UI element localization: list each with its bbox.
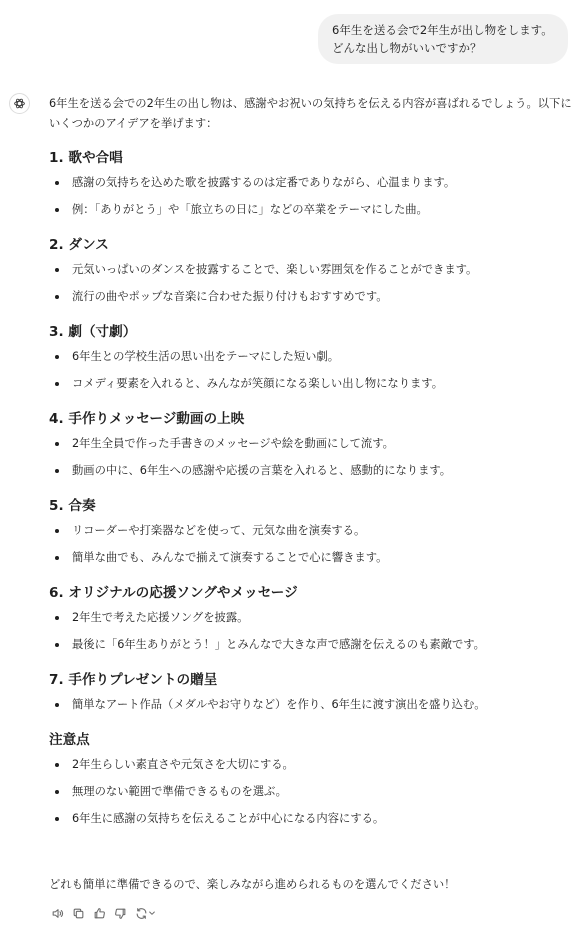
openai-logo-icon [13,97,26,110]
section-video [49,409,577,479]
section-heading: 6. オリジナルの応援ソングやメッセージ [49,585,298,601]
regenerate-button[interactable] [133,905,157,921]
list-item: リコーダーや打楽器などを使って、元気な曲を演奏する。 [49,522,577,539]
list-item: 例：「ありがとう」や「旅立ちの日に」などの卒業をテーマにした曲。 [49,201,577,218]
user-message-line: どんな出し物がいいですか？ [332,41,482,55]
bad-response-button[interactable] [112,905,128,921]
response-closing: どれも簡単に準備できるので、楽しみながら進められるものを選んでください！ [49,878,456,891]
thumbs-down-icon [114,907,127,920]
list-item: コメディ要素を入れると、みんなが笑顔になる楽しい出し物になります。 [49,375,577,392]
message-actions [49,905,157,921]
section-ensemble [49,496,577,566]
list-item: 6年生との学校生活の思い出をテーマにした短い劇。 [49,348,577,365]
list-item: 2年生らしい素直さや元気さを大切にする。 [49,756,577,773]
list-item: 2年生で考えた応援ソングを披露。 [49,609,577,626]
read-aloud-button[interactable] [49,905,65,921]
section-heading: 5. 合奏 [49,498,96,514]
section-heading: 注意点 [49,732,90,748]
chevron-down-icon [148,909,156,917]
assistant-avatar [9,93,30,114]
section-dance [49,235,577,305]
section-present [49,670,577,713]
list-item: 2年生全員で作った手書きのメッセージや絵を動画にして流す。 [49,435,577,452]
copy-icon [72,907,85,920]
list-item: 簡単なアート作品（メダルやお守りなど）を作り、6年生に渡す演出を盛り込む。 [49,696,577,713]
good-response-button[interactable] [91,905,107,921]
user-message-bubble [318,14,568,64]
copy-button[interactable] [70,905,86,921]
list-item: 最後に「6年生ありがとう！」とみんなで大きな声で感謝を伝えるのも素敵です。 [49,636,577,653]
list-item: 無理のない範囲で準備できるものを選ぶ。 [49,783,577,800]
regenerate-icon [135,907,148,920]
list-item: 元気いっぱいのダンスを披露することで、楽しい雰囲気を作ることができます。 [49,261,577,278]
thumbs-up-icon [93,907,106,920]
section-heading: 2. ダンス [49,237,109,253]
speaker-icon [51,907,64,920]
list-item: 流行の曲やポップな音楽に合わせた振り付けもおすすめです。 [49,288,577,305]
section-cheer-song [49,583,577,653]
list-item: 動画の中に、6年生への感謝や応援の言葉を入れると、感動的になります。 [49,462,577,479]
response-intro: 6年生を送る会での2年生の出し物は、感謝やお祝いの気持ちを伝える内容が喜ばれるでしょう。以下にいくつかのアイデアを挙げます： [49,97,572,130]
list-item: 感謝の気持ちを込めた歌を披露するのは定番でありながら、心温まります。 [49,174,577,191]
section-heading: 3. 劇（寸劇） [49,324,137,340]
section-songs [49,148,577,218]
section-heading: 4. 手作りメッセージ動画の上映 [49,411,245,427]
assistant-response [49,94,577,827]
list-item: 6年生に感謝の気持ちを伝えることが中心になる内容にする。 [49,810,577,827]
list-item: 簡単な曲でも、みんなで揃えて演奏することで心に響きます。 [49,549,577,566]
section-heading: 7. 手作りプレゼントの贈呈 [49,672,218,688]
section-play [49,322,577,392]
section-notes [49,730,577,827]
section-heading: 1. 歌や合唱 [49,150,123,166]
user-message-line: 6年生を送る会で2年生が出し物をします。 [332,23,553,37]
